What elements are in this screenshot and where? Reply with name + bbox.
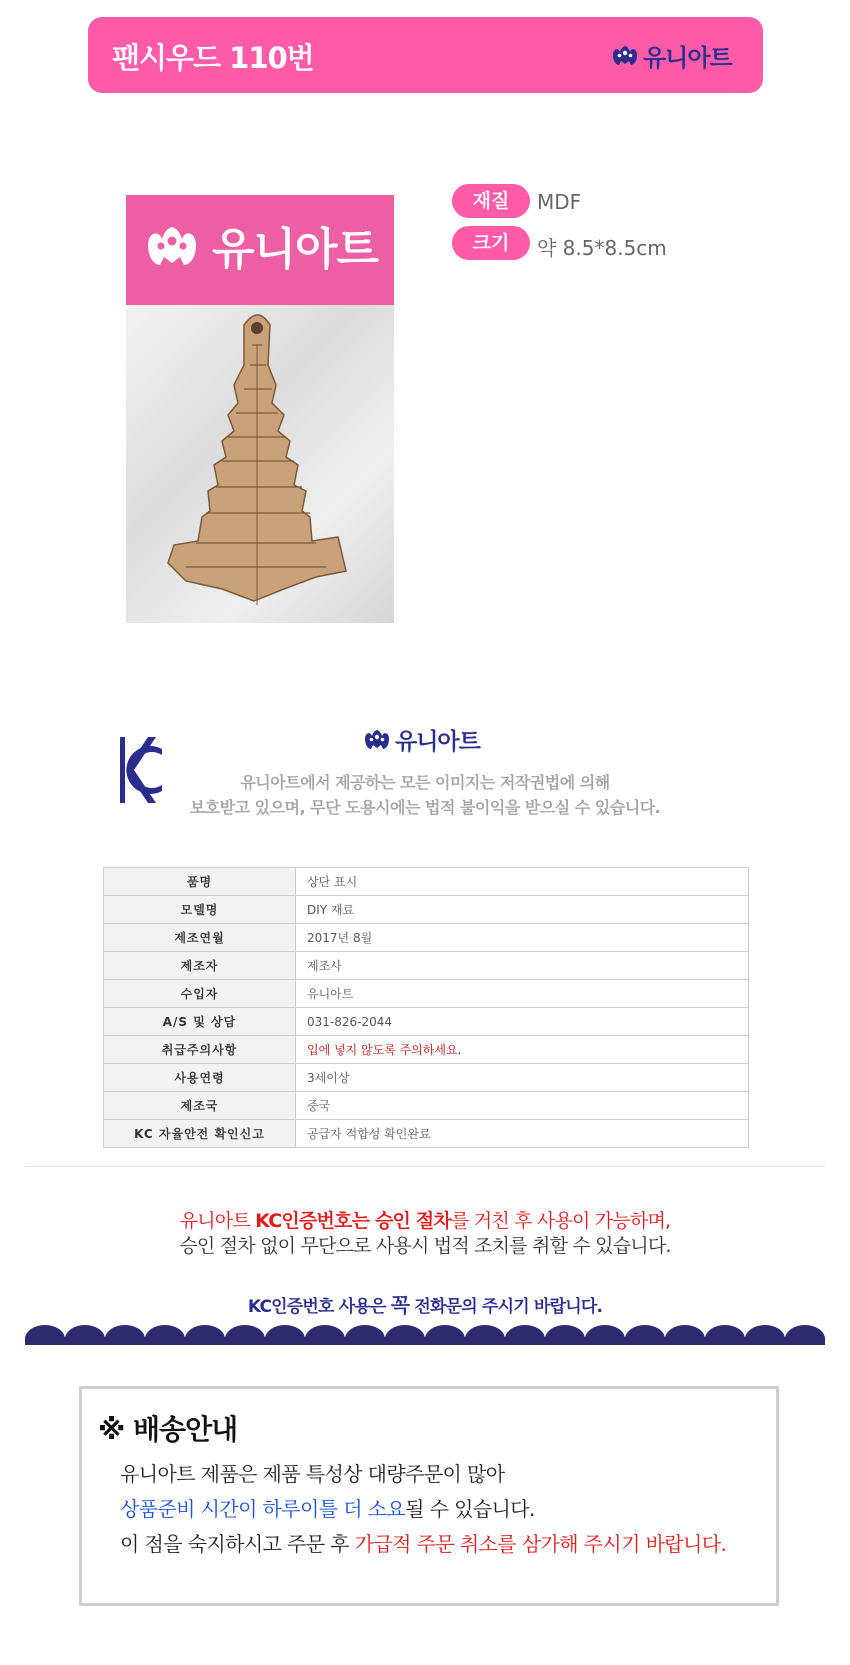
scallop-arc [65, 1325, 105, 1345]
table-row [104, 924, 749, 952]
table-value: 중국 [296, 1092, 749, 1120]
delivery-title: ※ 배송안내 [98, 1413, 238, 1446]
notice-text: 를 거친 후 사용이 가능하며, [451, 1210, 671, 1232]
kc-notice-line3 [0, 1289, 850, 1318]
scallop-arc [625, 1325, 665, 1345]
scallop-arc [385, 1325, 425, 1345]
delivery-line2 [120, 1493, 535, 1522]
delivery-line3 [120, 1528, 726, 1557]
scallop-arc [265, 1325, 305, 1345]
table-label: A/S 및 상담 [104, 1008, 296, 1036]
scallop-arc [785, 1325, 825, 1345]
scallop-arc [25, 1325, 65, 1345]
scallop-border [25, 1323, 825, 1345]
table-value: 031-826-2044 [296, 1008, 749, 1036]
table-row [104, 952, 749, 980]
table-row [104, 896, 749, 924]
notice-text: 전화문의 주시기 바랍니다. [409, 1297, 603, 1317]
scallop-arc [505, 1325, 545, 1345]
notice-text: KC인증번호 사용은 [247, 1297, 391, 1317]
table-label: 모델명 [104, 896, 296, 924]
scallop-arc [225, 1325, 265, 1345]
delivery-highlight: 상품준비 시간이 하루이틀 더 소요 [120, 1497, 406, 1521]
package-crown-icon [140, 221, 204, 277]
spec-label-size: 크기 [452, 226, 530, 260]
scallop-arc [665, 1325, 705, 1345]
table-row [104, 1036, 749, 1064]
table-row [104, 868, 749, 896]
header-brand-logo [610, 38, 732, 73]
kc-brand-logo [362, 723, 480, 756]
package-bag [126, 305, 394, 623]
table-label: 취급주의사항 [104, 1036, 296, 1064]
section-divider [25, 1166, 825, 1167]
copyright-notice-line2: 보호받고 있으며, 무단 도용시에는 법적 불이익을 받으실 수 있습니다. [189, 798, 661, 817]
scallop-arc [465, 1325, 505, 1345]
table-label: 제조국 [104, 1092, 296, 1120]
scallop-arc [145, 1325, 185, 1345]
table-value: DIY 재료 [296, 896, 749, 924]
scallop-arc [185, 1325, 225, 1345]
scallop-arc [305, 1325, 345, 1345]
spec-value-size: 약 8.5*8.5cm [537, 236, 667, 260]
table-value: 3세이상 [296, 1064, 749, 1092]
delivery-warning: 가급적 주문 취소를 삼가해 주시기 바랍니다. [354, 1532, 727, 1556]
notice-emphasis: 꼭 [390, 1293, 410, 1317]
table-label: 품명 [104, 868, 296, 896]
table-value: 유니아트 [296, 980, 749, 1008]
table-label: KC 자율안전 확인신고 [104, 1120, 296, 1148]
kc-notice-line1 [0, 1206, 850, 1233]
table-row [104, 980, 749, 1008]
table-value: 제조사 [296, 952, 749, 980]
delivery-text: 이 점을 숙지하시고 주문 후 [120, 1532, 355, 1556]
kc-brand-name: 유니아트 [395, 729, 480, 755]
product-info-table [103, 867, 749, 1148]
spec-value-material: MDF [537, 190, 582, 214]
table-row [104, 1008, 749, 1036]
product-photo [126, 195, 394, 623]
table-row [104, 1120, 749, 1148]
delivery-text: 될 수 있습니다. [405, 1497, 535, 1521]
scallop-arc [105, 1325, 145, 1345]
package-brand-text: 유니아트 [212, 224, 379, 275]
scallop-arc [545, 1325, 585, 1345]
notice-highlight-text: KC인증번호는 승인 절차 [255, 1210, 451, 1232]
product-title: 팬시우드 110번 [112, 41, 314, 75]
table-value: 2017년 8월 [296, 924, 749, 952]
delivery-line1: 유니아트 제품은 제품 특성상 대량주문이 많아 [120, 1462, 505, 1486]
uniart-crown-icon [610, 43, 640, 69]
scallop-arc [345, 1325, 385, 1345]
scallop-arc [745, 1325, 785, 1345]
uniart-crown-icon [362, 727, 392, 753]
table-label: 사용연령 [104, 1064, 296, 1092]
table-row [104, 1064, 749, 1092]
notice-brand-text: 유니아트 [179, 1210, 256, 1232]
scallop-arc [425, 1325, 465, 1345]
scallop-arc [705, 1325, 745, 1345]
header-brand-name: 유니아트 [643, 44, 732, 72]
table-label: 제조연월 [104, 924, 296, 952]
wooden-pagoda-icon [126, 305, 394, 623]
table-value: 공급자 적합성 확인완료 [296, 1120, 749, 1148]
table-label: 수입자 [104, 980, 296, 1008]
table-label: 제조자 [104, 952, 296, 980]
kc-notice-line2: 승인 절차 없이 무단으로 사용시 법적 조치를 취할 수 있습니다. [179, 1235, 671, 1257]
scallop-arc [585, 1325, 625, 1345]
spec-label-material: 재질 [452, 184, 530, 218]
table-value-warning: 입에 넣지 않도록 주의하세요. [296, 1036, 749, 1064]
table-value: 상단 표시 [296, 868, 749, 896]
table-row [104, 1092, 749, 1120]
copyright-notice-line1: 유니아트에서 제공하는 모든 이미지는 저작권법에 의해 [240, 773, 610, 792]
